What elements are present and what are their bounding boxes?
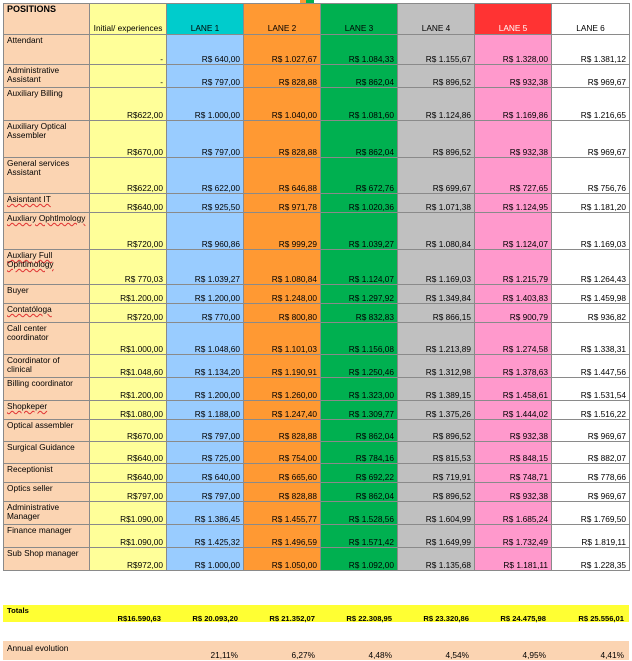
- lane-5-value: R$ 1.124,07: [475, 213, 552, 250]
- table-row: [4, 355, 630, 378]
- lane-1-value: R$ 797,00: [167, 121, 244, 158]
- position-name: Optical assembler: [7, 420, 74, 430]
- table-row: [4, 158, 630, 194]
- initial-value: R$720,00: [90, 213, 167, 250]
- position-label: [4, 378, 90, 401]
- table-row: [4, 464, 630, 483]
- position-name: Asisntant IT: [7, 194, 51, 204]
- totals-lane-1: R$ 20.093,20: [192, 614, 238, 623]
- position-name: Administrative Manager: [7, 502, 60, 521]
- lane-5-value: R$ 1.732,49: [475, 525, 552, 548]
- lane-3-value: R$ 1.020,36: [321, 194, 398, 213]
- totals-lane-3: R$ 22.308,95: [346, 614, 392, 623]
- lane-2-value: R$ 1.260,00: [244, 378, 321, 401]
- lane-2-value: R$ 1.248,00: [244, 285, 321, 304]
- table-row: [4, 420, 630, 442]
- lane-3-value: R$ 832,83: [321, 304, 398, 323]
- lane-5-value: R$ 727,65: [475, 158, 552, 194]
- initial-value: R$720,00: [90, 304, 167, 323]
- lane-2-value: R$ 1.101,03: [244, 323, 321, 355]
- lane-5-value: R$ 1.274,58: [475, 323, 552, 355]
- lane-6-value: R$ 969,67: [552, 420, 630, 442]
- table-row: [4, 483, 630, 502]
- lane-1-value: R$ 960,86: [167, 213, 244, 250]
- table-row: [4, 378, 630, 401]
- lane-5-value: R$ 1.215,79: [475, 250, 552, 285]
- position-label: [4, 35, 90, 65]
- lane-5-value: R$ 748,71: [475, 464, 552, 483]
- lane-2-value: R$ 754,00: [244, 442, 321, 464]
- lane-1-value: R$ 1.039,27: [167, 250, 244, 285]
- table-row: [4, 88, 630, 121]
- lane-2-value: R$ 1.027,67: [244, 35, 321, 65]
- lane-3-value: R$ 1.124,07: [321, 250, 398, 285]
- lane-1-header: LANE 1: [167, 4, 244, 35]
- lane-3-value: R$ 1.297,92: [321, 285, 398, 304]
- lane-6-value: R$ 756,76: [552, 158, 630, 194]
- table-row: [4, 250, 630, 285]
- table-row: [4, 285, 630, 304]
- lane-4-value: R$ 1.155,67: [398, 35, 475, 65]
- position-label: [4, 442, 90, 464]
- lane-4-value: R$ 1.389,15: [398, 378, 475, 401]
- evolution-lane-3: 4,48%: [368, 650, 392, 660]
- lane-1-value: R$ 1.048,60: [167, 323, 244, 355]
- position-name: Buyer: [7, 285, 29, 295]
- lane-3-value: R$ 784,16: [321, 442, 398, 464]
- lane-4-value: R$ 1.080,84: [398, 213, 475, 250]
- table-row: [4, 323, 630, 355]
- lane-6-value: R$ 1.264,43: [552, 250, 630, 285]
- lane-4-value: R$ 1.124,86: [398, 88, 475, 121]
- initial-value: R$1.080,00: [90, 401, 167, 420]
- position-label: [4, 213, 90, 250]
- table-row: [4, 525, 630, 548]
- totals-lane-5: R$ 24.475,98: [500, 614, 546, 623]
- lane-5-value: R$ 1.169,86: [475, 88, 552, 121]
- position-label: [4, 502, 90, 525]
- lane-4-value: R$ 1.071,38: [398, 194, 475, 213]
- lane-4-header: LANE 4: [398, 4, 475, 35]
- lane-2-value: R$ 1.050,00: [244, 548, 321, 571]
- lane-4-value: R$ 1.649,99: [398, 525, 475, 548]
- lane-4-value: R$ 1.375,26: [398, 401, 475, 420]
- table-row: [4, 121, 630, 158]
- lane-4-value: R$ 896,52: [398, 65, 475, 88]
- position-name: Administrative Assistant: [7, 65, 60, 84]
- lane-6-value: R$ 1.181,20: [552, 194, 630, 213]
- lane-3-value: R$ 1.156,08: [321, 323, 398, 355]
- lane-4-value: R$ 1.312,98: [398, 355, 475, 378]
- lane-5-value: R$ 1.444,02: [475, 401, 552, 420]
- position-label: [4, 401, 90, 420]
- table-row: [4, 35, 630, 65]
- lane-1-value: R$ 1.425,32: [167, 525, 244, 548]
- lane-6-value: R$ 778,66: [552, 464, 630, 483]
- lane-3-value: R$ 862,04: [321, 65, 398, 88]
- position-name: Attendant: [7, 35, 43, 45]
- lane-1-value: R$ 1.200,00: [167, 285, 244, 304]
- lane-1-value: R$ 1.200,00: [167, 378, 244, 401]
- lane-1-value: R$ 1.386,45: [167, 502, 244, 525]
- initial-value: R$797,00: [90, 483, 167, 502]
- lane-1-value: R$ 925,50: [167, 194, 244, 213]
- position-name: Coordinator of clinical: [7, 355, 60, 374]
- table-row: [4, 502, 630, 525]
- lane-5-value: R$ 848,15: [475, 442, 552, 464]
- evolution-lane-2: 6,27%: [291, 650, 315, 660]
- lane-3-header: LANE 3: [321, 4, 398, 35]
- lane-3-value: R$ 1.309,77: [321, 401, 398, 420]
- initial-value: R$1.090,00: [90, 525, 167, 548]
- lane-5-value: R$ 1.378,63: [475, 355, 552, 378]
- totals-lane-4: R$ 23.320,86: [423, 614, 469, 623]
- lane-6-value: R$ 1.381,12: [552, 35, 630, 65]
- lane-4-value: R$ 1.169,03: [398, 250, 475, 285]
- initial-value: R$1.000,00: [90, 323, 167, 355]
- position-label: [4, 548, 90, 571]
- lane-2-value: R$ 1.080,84: [244, 250, 321, 285]
- position-name: Surgical Guidance: [7, 442, 75, 452]
- lane-5-value: R$ 1.685,24: [475, 502, 552, 525]
- lane-3-value: R$ 862,04: [321, 420, 398, 442]
- lane-4-value: R$ 699,67: [398, 158, 475, 194]
- position-name: General services Assistant: [7, 158, 70, 177]
- lane-4-value: R$ 1.135,68: [398, 548, 475, 571]
- lane-2-value: R$ 1.496,59: [244, 525, 321, 548]
- lane-5-value: R$ 1.181,11: [475, 548, 552, 571]
- lane-1-value: R$ 797,00: [167, 65, 244, 88]
- initial-value: R$1.048,60: [90, 355, 167, 378]
- salary-table: [3, 3, 630, 571]
- lane-3-value: R$ 1.528,56: [321, 502, 398, 525]
- table-row: [4, 548, 630, 571]
- evolution-lane-1: 21,11%: [210, 650, 238, 660]
- initial-value: R$1.200,00: [90, 285, 167, 304]
- lane-4-value: R$ 1.604,99: [398, 502, 475, 525]
- position-name: Sub Shop manager: [7, 548, 79, 558]
- position-label: [4, 250, 90, 285]
- position-label: [4, 483, 90, 502]
- lane-6-header: LANE 6: [552, 4, 630, 35]
- lane-2-value: R$ 828,88: [244, 121, 321, 158]
- lane-6-value: R$ 1.516,22: [552, 401, 630, 420]
- lane-2-header: LANE 2: [244, 4, 321, 35]
- table-row: [4, 304, 630, 323]
- lane-6-value: R$ 969,67: [552, 121, 630, 158]
- lane-1-value: R$ 1.188,00: [167, 401, 244, 420]
- position-name: Receptionist: [7, 464, 53, 474]
- totals-lane-6: R$ 25.556,01: [578, 614, 624, 623]
- initial-value: R$640,00: [90, 464, 167, 483]
- lane-6-value: R$ 1.769,50: [552, 502, 630, 525]
- position-name: Auxiliary Optical Assembler: [7, 121, 67, 140]
- lane-1-value: R$ 725,00: [167, 442, 244, 464]
- lane-4-value: R$ 719,91: [398, 464, 475, 483]
- lane-3-value: R$ 1.039,27: [321, 213, 398, 250]
- lane-3-value: R$ 672,76: [321, 158, 398, 194]
- lane-6-value: R$ 936,82: [552, 304, 630, 323]
- initial-value: R$622,00: [90, 88, 167, 121]
- evolution-lane-5: 4,95%: [522, 650, 546, 660]
- position-name: Auxliary Full Ophtlmology: [7, 250, 54, 269]
- lane-4-value: R$ 1.213,89: [398, 323, 475, 355]
- positions-header: POSITIONS: [4, 4, 90, 35]
- totals-row: [3, 605, 629, 622]
- table-row: [4, 213, 630, 250]
- table-row: [4, 194, 630, 213]
- lane-1-value: R$ 770,00: [167, 304, 244, 323]
- lane-1-value: R$ 1.000,00: [167, 88, 244, 121]
- totals-lane-2: R$ 21.352,07: [269, 614, 315, 623]
- lane-6-value: R$ 1.447,56: [552, 355, 630, 378]
- lane-3-value: R$ 1.250,46: [321, 355, 398, 378]
- lane-2-value: R$ 999,29: [244, 213, 321, 250]
- lane-1-value: R$ 797,00: [167, 483, 244, 502]
- lane-5-value: R$ 932,38: [475, 420, 552, 442]
- annual-evolution-row: [3, 641, 629, 660]
- evolution-label: Annual evolution: [7, 643, 69, 653]
- lane-2-value: R$ 1.190,91: [244, 355, 321, 378]
- lane-6-value: R$ 969,67: [552, 65, 630, 88]
- position-label: [4, 65, 90, 88]
- lane-2-value: R$ 828,88: [244, 65, 321, 88]
- position-label: [4, 420, 90, 442]
- lane-2-value: R$ 646,88: [244, 158, 321, 194]
- lane-5-value: R$ 932,38: [475, 121, 552, 158]
- lane-3-value: R$ 1.092,00: [321, 548, 398, 571]
- lane-2-value: R$ 828,88: [244, 420, 321, 442]
- lane-4-value: R$ 866,15: [398, 304, 475, 323]
- lane-5-value: R$ 1.403,83: [475, 285, 552, 304]
- initial-value: R$670,00: [90, 420, 167, 442]
- lane-5-value: R$ 900,79: [475, 304, 552, 323]
- initial-value: R$640,00: [90, 442, 167, 464]
- position-label: [4, 304, 90, 323]
- lane-3-value: R$ 1.571,42: [321, 525, 398, 548]
- position-label: [4, 121, 90, 158]
- initial-value: -: [90, 65, 167, 88]
- lane-3-value: R$ 862,04: [321, 121, 398, 158]
- lane-3-value: R$ 862,04: [321, 483, 398, 502]
- position-name: Contatóloga: [7, 304, 52, 314]
- lane-6-value: R$ 1.531,54: [552, 378, 630, 401]
- table-row: [4, 65, 630, 88]
- position-label: [4, 464, 90, 483]
- lane-2-value: R$ 1.040,00: [244, 88, 321, 121]
- lane-3-value: R$ 1.084,33: [321, 35, 398, 65]
- lane-4-value: R$ 896,52: [398, 121, 475, 158]
- lane-1-value: R$ 640,00: [167, 464, 244, 483]
- lane-5-value: R$ 1.124,95: [475, 194, 552, 213]
- position-name: Auxliary Ophtlmology: [7, 213, 86, 223]
- lane-6-value: R$ 1.819,11: [552, 525, 630, 548]
- lane-6-value: R$ 1.459,98: [552, 285, 630, 304]
- initial-value: R$1.090,00: [90, 502, 167, 525]
- lane-5-value: R$ 1.328,00: [475, 35, 552, 65]
- header-row: [4, 4, 630, 35]
- lane-2-value: R$ 1.247,40: [244, 401, 321, 420]
- position-label: [4, 158, 90, 194]
- position-name: Optics seller: [7, 483, 53, 493]
- lane-6-value: R$ 1.338,31: [552, 323, 630, 355]
- totals-label: Totals: [7, 606, 29, 615]
- position-name: Call center coordinator: [7, 323, 49, 342]
- totals-initial: R$16.590,63: [117, 614, 161, 623]
- lane-4-value: R$ 1.349,84: [398, 285, 475, 304]
- position-label: [4, 355, 90, 378]
- lane-6-value: R$ 1.216,65: [552, 88, 630, 121]
- lane-5-value: R$ 932,38: [475, 65, 552, 88]
- lane-6-value: R$ 1.169,03: [552, 213, 630, 250]
- lane-2-value: R$ 1.455,77: [244, 502, 321, 525]
- position-name: Billing coordinator: [7, 378, 73, 388]
- initial-value: R$622,00: [90, 158, 167, 194]
- position-label: [4, 285, 90, 304]
- position-label: [4, 323, 90, 355]
- position-label: [4, 194, 90, 213]
- lane-1-value: R$ 797,00: [167, 420, 244, 442]
- position-name: Finance manager: [7, 525, 72, 535]
- initial-value: R$670,00: [90, 121, 167, 158]
- position-label: [4, 525, 90, 548]
- position-name: Auxiliary Billing: [7, 88, 63, 98]
- lane-5-header: LANE 5: [475, 4, 552, 35]
- lane-6-value: R$ 969,67: [552, 483, 630, 502]
- lane-6-value: R$ 882,07: [552, 442, 630, 464]
- lane-4-value: R$ 896,52: [398, 483, 475, 502]
- initial-header: Initial/ experiences: [90, 4, 167, 35]
- initial-value: R$640,00: [90, 194, 167, 213]
- lane-1-value: R$ 640,00: [167, 35, 244, 65]
- position-name: Shopkeper: [7, 401, 48, 411]
- evolution-lane-4: 4,54%: [445, 650, 469, 660]
- lane-2-value: R$ 665,60: [244, 464, 321, 483]
- lane-2-value: R$ 971,78: [244, 194, 321, 213]
- lane-1-value: R$ 622,00: [167, 158, 244, 194]
- initial-value: R$972,00: [90, 548, 167, 571]
- lane-1-value: R$ 1.134,20: [167, 355, 244, 378]
- lane-1-value: R$ 1.000,00: [167, 548, 244, 571]
- initial-value: R$ 770,03: [90, 250, 167, 285]
- evolution-lane-6: 4,41%: [600, 650, 624, 660]
- initial-value: R$1.200,00: [90, 378, 167, 401]
- initial-value: -: [90, 35, 167, 65]
- lane-3-value: R$ 1.081,60: [321, 88, 398, 121]
- table-row: [4, 442, 630, 464]
- lane-5-value: R$ 932,38: [475, 483, 552, 502]
- lane-3-value: R$ 1.323,00: [321, 378, 398, 401]
- lane-4-value: R$ 896,52: [398, 420, 475, 442]
- position-label: [4, 88, 90, 121]
- table-row: [4, 401, 630, 420]
- lane-5-value: R$ 1.458,61: [475, 378, 552, 401]
- lane-3-value: R$ 692,22: [321, 464, 398, 483]
- lane-4-value: R$ 815,53: [398, 442, 475, 464]
- lane-2-value: R$ 800,80: [244, 304, 321, 323]
- lane-2-value: R$ 828,88: [244, 483, 321, 502]
- lane-6-value: R$ 1.228,35: [552, 548, 630, 571]
